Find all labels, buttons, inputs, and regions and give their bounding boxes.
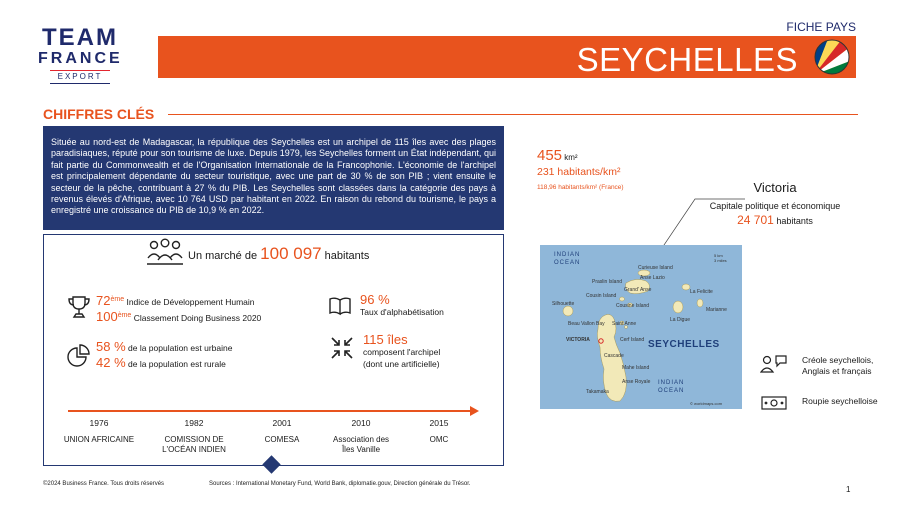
timeline-label: Association des (332, 435, 390, 444)
urban-label: de la population est urbaine (128, 343, 233, 353)
idh-suffix: ème (110, 296, 125, 303)
geography-stats (537, 148, 624, 195)
map-label-sainte-anne: Saint Anne (612, 321, 637, 327)
islands-label-1: composent l'archipel (363, 347, 441, 357)
map-label-silhouette: Silhouette (552, 301, 575, 307)
timeline-year: 1982 (184, 418, 204, 428)
timeline-axis (68, 410, 473, 412)
ocean-label-top: INDIAN OCEAN (554, 252, 581, 266)
team-france-export-logo (38, 26, 122, 84)
urban-value: 58 % (96, 339, 126, 354)
map-label-cousine: Cousine Island (616, 303, 650, 309)
copyright: ©2024 Business France. Tous droits réservés (43, 481, 165, 487)
urban-stat (96, 341, 232, 354)
rural-value: 42 % (96, 355, 126, 370)
map-credit: © worldmaps.com (690, 401, 723, 406)
rural-label: de la population est rurale (128, 359, 226, 369)
section-divider (168, 114, 858, 115)
map-label-marianne: Marianne (706, 307, 727, 313)
timeline-label-line2: L'OCÉAN INDIEN (162, 445, 226, 454)
map-label-anse-royale: Anse Royale (622, 379, 651, 385)
languages (802, 355, 873, 377)
islands-label-2: (dont une artificielle) (363, 359, 440, 369)
map-label-la-digue: La Digue (670, 317, 691, 323)
country-title: SEYCHELLES (576, 41, 798, 78)
speech-person-icon (760, 354, 788, 374)
section-title: CHIFFRES CLÉS (43, 106, 155, 122)
map-label-takamaka: Takamaka (586, 389, 609, 395)
idh-label: Indice de Développement Humain (126, 296, 255, 307)
literacy-label: Taux d'alphabétisation (360, 307, 444, 317)
density-france: 118,96 habitants/km² (France) (537, 184, 624, 191)
timeline-item (49, 418, 149, 445)
map-country-label: SEYCHELLES (648, 339, 720, 350)
seychelles-map (540, 245, 742, 409)
capital-name: Victoria (753, 180, 797, 195)
map-label-curieuse: Curieuse Island (638, 265, 673, 271)
area-value: 455 (537, 147, 563, 164)
capital-description: Capitale politique et économique (709, 201, 841, 211)
population-value: 100 097 (260, 244, 322, 263)
capital-population-unit: habitants (776, 216, 813, 226)
map-label-cascade: Cascade (604, 353, 624, 359)
timeline-label: COMESA (264, 435, 300, 444)
currency: Roupie seychelloise (802, 396, 878, 406)
map-scale: 5 km 3 miles (714, 253, 727, 263)
islands-value: 115 îles (363, 332, 408, 347)
market-suffix: habitants (324, 250, 370, 262)
pie-chart-icon (66, 344, 90, 368)
intro-paragraph: Située au nord-est de Madagascar, la république des Seychelles est un archipel de 115 îles avec des plages paradisiaques, réputé pour son tourisme de luxe. Depuis 1979, les Seychelles forment un État indépendant, qui fait partie du Commonwealth et de l'Organisation Internationale de la Francophonie. L'économie de l'archipel est principalement dépendante du secteur touristique, avec une part de 30 % de son PIB ; vient ensuite le secteur de la pêche, contribuant à 27 % du PIB. Les Seychelles sont classées dans la catégorie des pays à revenus élevés d'Afrique, avec 10 764 USD par habitant en 2022. En raison du rebond du tourisme, le pays a enregistré une croissance du PIB de 10,9 % en 2022. (43, 126, 504, 230)
timeline-arrowhead (470, 406, 479, 416)
timeline-year: 2015 (429, 418, 449, 428)
logo-line-1: TEAM (42, 24, 118, 51)
doing-business-suffix: ème (117, 312, 132, 319)
timeline-item (389, 418, 489, 445)
density: 231 habitants/km² (537, 166, 621, 178)
timeline-label: COMISSION DE (164, 435, 224, 444)
map-label-praslin: Praslin Island (592, 279, 623, 285)
people-icon (146, 238, 184, 266)
rural-stat (96, 357, 226, 370)
map-label-beau-vallon: Beau Vallon Bay (568, 321, 605, 327)
timeline-label: UNION AFRICAINE (63, 435, 135, 444)
literacy-stat (360, 294, 444, 318)
market-prefix: Un marché de (188, 250, 258, 262)
seychelles-flag-icon (814, 39, 850, 75)
logo-line-2: FRANCE (38, 50, 123, 67)
banknote-icon (761, 396, 787, 410)
map-label-cousin: Cousin Island (586, 293, 617, 299)
map-label-la-felicite: La Felicite (690, 289, 713, 295)
title-banner (158, 36, 856, 78)
map-label-grand-anse: Grand' Anse (624, 287, 652, 293)
map-label-cerf: Cerf Island (620, 337, 645, 343)
islands-stat (363, 334, 440, 370)
timeline-year: 2001 (272, 418, 292, 428)
map-label-mahe: Mahe Island (622, 365, 650, 371)
logo-line-3: EXPORT (50, 70, 110, 84)
map-label-victoria: VICTORIA (566, 337, 590, 343)
area-unit: km² (564, 153, 578, 162)
idh-stat (96, 294, 255, 308)
timeline-label-line2: Îles Vanille (341, 445, 381, 454)
literacy-value: 96 % (360, 292, 390, 307)
doing-business-rank: 100 (96, 308, 118, 324)
capital-population: 24 701 (737, 213, 774, 227)
languages-line-1: Créole seychellois, (802, 355, 874, 365)
book-icon (328, 296, 352, 316)
page-number: 1 (846, 485, 851, 494)
timeline-year: 1976 (89, 418, 109, 428)
compress-arrows-icon (330, 336, 354, 360)
timeline-year: 2010 (351, 418, 371, 428)
doing-business-stat (96, 310, 261, 324)
languages-line-2: Anglais et français (802, 366, 872, 376)
doing-business-label: Classement Doing Business 2020 (133, 312, 262, 323)
idh-rank: 72 (96, 292, 111, 308)
ocean-label-bottom: INDIAN OCEAN (658, 380, 685, 394)
market-size (146, 238, 370, 266)
trophy-icon (66, 294, 92, 320)
fiche-pays-label: FICHE PAYS (786, 20, 856, 34)
sources: Sources : International Monetary Fund, World Bank, diplomatie.gouv, Direction générale du Trésor. (209, 481, 471, 487)
timeline-label: OMC (429, 435, 449, 444)
map-label-anse-lazio: Anse Lazio (640, 275, 665, 281)
timeline-item (144, 418, 244, 455)
